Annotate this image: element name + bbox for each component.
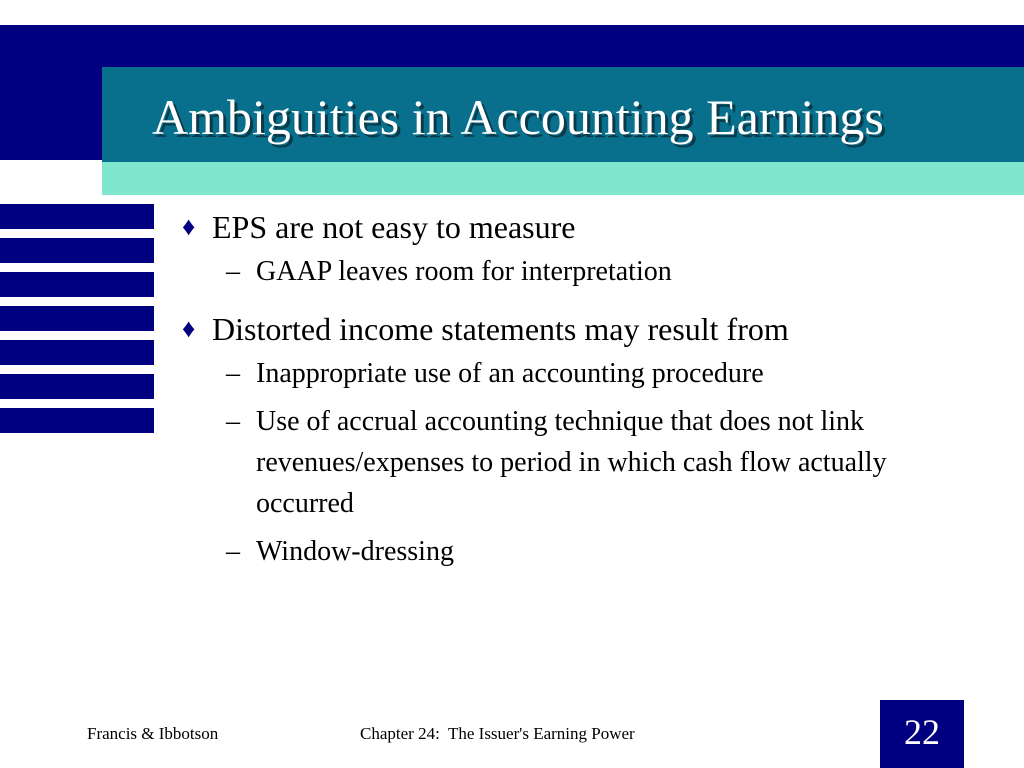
stripe [0,340,154,365]
diamond-bullet-icon: ♦ [182,314,196,343]
stripe [0,238,154,263]
sub-bullet-accrual [182,401,956,524]
slide-title: Ambiguities in Accounting Earnings [152,89,884,145]
diamond-bullet-icon: ♦ [182,212,196,241]
stripe [0,272,154,297]
slide-body [182,205,982,579]
page-number: 22 [904,712,940,752]
decorative-stripes [0,204,154,442]
dash-bullet-icon: – [226,358,240,389]
dash-bullet-icon: – [226,256,240,287]
bullet-distorted [182,307,982,351]
stripe [0,306,154,331]
footer-chapter: Chapter 24: The Issuer's Earning Power [360,724,635,743]
page-number-badge [880,700,964,768]
sub-bullet-inappropriate [182,353,956,394]
sub-bullet-text: GAAP leaves room for interpretation [256,256,672,287]
sub-bullet-text: Use of accrual accounting technique that does not link revenues/expenses to period in which cash flow actually occurred [256,406,887,519]
stripe [0,408,154,433]
stripe [0,204,154,229]
sub-bullet-text: Window-dressing [256,536,454,567]
bullet-eps [182,205,982,249]
sub-bullet-text: Inappropriate use of an accounting procedure [256,358,764,389]
sub-bullet-gaap [182,251,956,292]
bullet-text: Distorted income statements may result from [212,311,789,347]
dash-bullet-icon: – [226,536,240,567]
header-band-mint [102,162,1024,195]
bullet-text: EPS are not easy to measure [212,209,576,245]
footer-authors: Francis & Ibbotson [87,724,219,743]
dash-bullet-icon: – [226,406,240,437]
sub-bullet-window-dressing [182,531,956,572]
stripe [0,374,154,399]
